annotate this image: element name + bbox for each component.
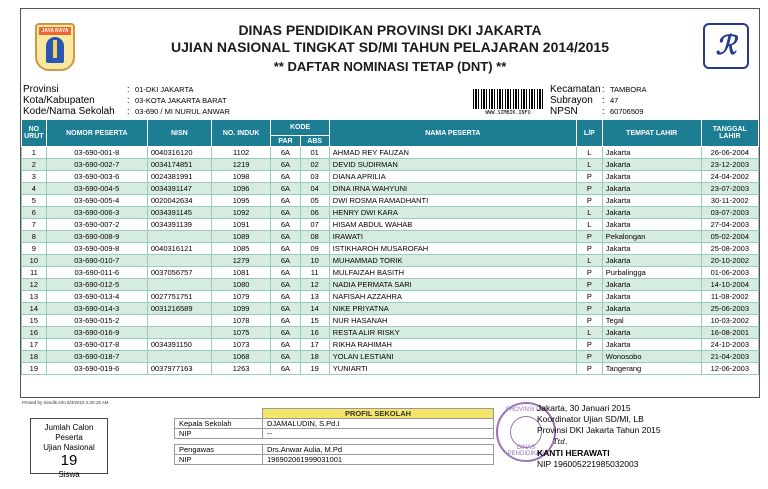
- info-npsn: NPSN : 60706509: [550, 106, 644, 117]
- cell-tanggal-lahir: 23-07-2003: [701, 183, 758, 195]
- table-row: [22, 243, 759, 255]
- cell-nama-peserta: DINA IRNA WAHYUNI: [329, 183, 576, 195]
- cell-tempat-lahir: Jakarta: [602, 279, 701, 291]
- cell-par: 6A: [271, 183, 300, 195]
- cell-tanggal-lahir: 24-10-2003: [701, 339, 758, 351]
- right-logo: ℛ: [703, 23, 749, 69]
- cell-lp: P: [576, 243, 602, 255]
- cell-no-urut: 19: [22, 363, 47, 375]
- kepala-label: Kepala Sekolah: [175, 419, 263, 429]
- header-abs: ABS: [300, 136, 329, 147]
- cell-nomor-peserta: 03-690-010-7: [46, 255, 147, 267]
- signed-mark: Ttd.: [553, 438, 568, 446]
- cell-lp: L: [576, 219, 602, 231]
- cell-no-urut: 7: [22, 219, 47, 231]
- cell-tempat-lahir: Jakarta: [602, 303, 701, 315]
- cell-no-induk: 1099: [211, 303, 271, 315]
- info-subrayon: Subrayon : 47: [550, 95, 619, 106]
- table-row: [22, 219, 759, 231]
- table-row: [22, 327, 759, 339]
- cell-no-induk: 1263: [211, 363, 271, 375]
- cell-abs: 18: [300, 351, 329, 363]
- cell-nama-peserta: MUHAMMAD TORIK: [329, 255, 576, 267]
- cell-no-urut: 10: [22, 255, 47, 267]
- nominee-table: [21, 119, 759, 375]
- cell-nomor-peserta: 03-690-018-7: [46, 351, 147, 363]
- official-stamp: PROVINSI DKI DINAS PENDIDIKAN: [496, 402, 556, 462]
- header-institution: DINAS PENDIDIKAN PROVINSI DKI JAKARTA: [238, 22, 542, 38]
- cell-abs: 01: [300, 147, 329, 159]
- cell-nisn: [147, 351, 211, 363]
- cell-nomor-peserta: 03-690-002-7: [46, 159, 147, 171]
- header-kode: KODE: [271, 120, 329, 136]
- cell-nomor-peserta: 03-690-015-2: [46, 315, 147, 327]
- cell-lp: L: [576, 159, 602, 171]
- cell-nomor-peserta: 03-690-008-9: [46, 231, 147, 243]
- barcode: [473, 89, 543, 119]
- cell-no-induk: 1091: [211, 219, 271, 231]
- cell-par: 6A: [271, 327, 300, 339]
- cell-abs: 05: [300, 195, 329, 207]
- table-row: [22, 267, 759, 279]
- profile-title: PROFIL SEKOLAH: [263, 409, 494, 419]
- cell-no-induk: 1279: [211, 255, 271, 267]
- info-kecamatan: Kecamatan : TAMBORA: [550, 84, 647, 95]
- cell-par: 6A: [271, 207, 300, 219]
- info-provinsi: Provinsi : 01-DKI JAKARTA: [23, 84, 194, 95]
- cell-abs: 16: [300, 327, 329, 339]
- cell-no-urut: 15: [22, 315, 47, 327]
- cell-no-induk: 1073: [211, 339, 271, 351]
- table-row: [22, 231, 759, 243]
- cell-no-urut: 17: [22, 339, 47, 351]
- cell-nama-peserta: DEVID SUDIRMAN: [329, 159, 576, 171]
- cell-par: 6A: [271, 291, 300, 303]
- cell-no-induk: 1095: [211, 195, 271, 207]
- cell-tanggal-lahir: 30-11-2002: [701, 195, 758, 207]
- cell-nomor-peserta: 03-690-019-6: [46, 363, 147, 375]
- cell-nisn: 0027751751: [147, 291, 211, 303]
- cell-nomor-peserta: 03-690-003-6: [46, 171, 147, 183]
- cell-par: 6A: [271, 279, 300, 291]
- cell-par: 6A: [271, 339, 300, 351]
- cell-abs: 07: [300, 219, 329, 231]
- cell-abs: 02: [300, 159, 329, 171]
- cell-nisn: 0037056757: [147, 267, 211, 279]
- signature-block: [537, 403, 661, 470]
- cell-tempat-lahir: Jakarta: [602, 159, 701, 171]
- cell-abs: 12: [300, 279, 329, 291]
- cell-nisn: 0040316120: [147, 147, 211, 159]
- cell-tempat-lahir: Jakarta: [602, 147, 701, 159]
- cell-nomor-peserta: 03-690-005-4: [46, 195, 147, 207]
- header-tempat-lahir: TEMPAT LAHIR: [602, 120, 701, 147]
- cell-no-urut: 1: [22, 147, 47, 159]
- cell-abs: 10: [300, 255, 329, 267]
- count-label-1: Jumlah Calon Peserta: [44, 423, 94, 442]
- cell-no-induk: 1079: [211, 291, 271, 303]
- cell-nisn: 0034391145: [147, 207, 211, 219]
- cell-nama-peserta: NADIA PERMATA SARI: [329, 279, 576, 291]
- candidate-count: 19: [60, 452, 78, 469]
- header-no-urut: NO URUT: [22, 120, 47, 147]
- nip2-value: 196902061999031001: [263, 455, 494, 465]
- cell-tempat-lahir: Jakarta: [602, 291, 701, 303]
- cell-lp: P: [576, 339, 602, 351]
- signer-nip: NIP 196005221985032003: [537, 459, 639, 469]
- header-nisn: NISN: [147, 120, 211, 147]
- cell-par: 6A: [271, 303, 300, 315]
- cell-nisn: [147, 231, 211, 243]
- cell-abs: 14: [300, 303, 329, 315]
- cell-par: 6A: [271, 267, 300, 279]
- cell-tempat-lahir: Jakarta: [602, 183, 701, 195]
- cell-lp: P: [576, 231, 602, 243]
- signer-role-2: Provinsi DKI Jakarta Tahun 2015: [537, 425, 661, 435]
- cell-tanggal-lahir: 27-04-2003: [701, 219, 758, 231]
- cell-abs: 17: [300, 339, 329, 351]
- cell-nisn: 0040316121: [147, 243, 211, 255]
- cell-lp: P: [576, 291, 602, 303]
- header-tanggal-lahir: TANGGAL LAHIR: [701, 120, 758, 147]
- cell-nama-peserta: NIKE PRIYATNA: [329, 303, 576, 315]
- school-profile-table: [174, 408, 494, 465]
- cell-lp: P: [576, 183, 602, 195]
- cell-no-induk: 1075: [211, 327, 271, 339]
- kepala-value: DJAMALUDIN, S.Pd.I: [263, 419, 494, 429]
- cell-lp: L: [576, 255, 602, 267]
- cell-abs: 08: [300, 231, 329, 243]
- header-lp: L/P: [576, 120, 602, 147]
- cell-tanggal-lahir: 25-06-2003: [701, 303, 758, 315]
- table-row: [22, 207, 759, 219]
- printed-note: Printed by Simdik.Info 5/3/2015 2:20:18 AM: [22, 400, 109, 405]
- cell-nisn: 0034391139: [147, 219, 211, 231]
- cell-tempat-lahir: Jakarta: [602, 219, 701, 231]
- table-row: [22, 171, 759, 183]
- barcode-caption: WWW.SIMBIK.INFO: [485, 110, 531, 116]
- cell-lp: P: [576, 279, 602, 291]
- cell-no-urut: 11: [22, 267, 47, 279]
- pengawas-label: Pengawas: [175, 445, 263, 455]
- cell-no-urut: 18: [22, 351, 47, 363]
- count-label-2: Ujian Nasional: [43, 443, 95, 452]
- nip2-label: NIP: [175, 455, 263, 465]
- cell-tanggal-lahir: 23-12-2003: [701, 159, 758, 171]
- cell-tanggal-lahir: 16-08-2001: [701, 327, 758, 339]
- place-date: Jakarta, 30 Januari 2015: [537, 403, 631, 413]
- table-row: [22, 303, 759, 315]
- cell-tempat-lahir: Jakarta: [602, 255, 701, 267]
- emblem-banner: JAYA RAYA: [39, 27, 71, 35]
- table-row: [22, 363, 759, 375]
- document-sheet: [20, 8, 760, 398]
- cell-no-induk: 1068: [211, 351, 271, 363]
- cell-tempat-lahir: Pekalongan: [602, 231, 701, 243]
- nip1-label: NIP: [175, 429, 263, 439]
- cell-no-urut: 5: [22, 195, 47, 207]
- cell-abs: 04: [300, 183, 329, 195]
- cell-no-urut: 3: [22, 171, 47, 183]
- cell-lp: L: [576, 327, 602, 339]
- cell-tempat-lahir: Jakarta: [602, 243, 701, 255]
- cell-tanggal-lahir: 26-06-2004: [701, 147, 758, 159]
- cell-tempat-lahir: Tegal: [602, 315, 701, 327]
- cell-lp: L: [576, 207, 602, 219]
- cell-tanggal-lahir: 11-08-2002: [701, 291, 758, 303]
- cell-abs: 11: [300, 267, 329, 279]
- cell-tempat-lahir: Purbalingga: [602, 267, 701, 279]
- cell-lp: P: [576, 171, 602, 183]
- cell-no-induk: 1098: [211, 171, 271, 183]
- cell-nomor-peserta: 03-690-006-3: [46, 207, 147, 219]
- cell-nama-peserta: YUNIARTI: [329, 363, 576, 375]
- cell-no-induk: 1092: [211, 207, 271, 219]
- cell-nomor-peserta: 03-690-001-8: [46, 147, 147, 159]
- cell-nama-peserta: MULFAIZAH BASITH: [329, 267, 576, 279]
- cell-lp: P: [576, 351, 602, 363]
- cell-no-urut: 14: [22, 303, 47, 315]
- cell-tempat-lahir: Tangerang: [602, 363, 701, 375]
- header-no-induk: NO. INDUK: [211, 120, 271, 147]
- cell-no-induk: 1089: [211, 231, 271, 243]
- cell-nama-peserta: ISTIKHAROH MUSAROFAH: [329, 243, 576, 255]
- school-info-right: [550, 84, 647, 117]
- cell-par: 6A: [271, 231, 300, 243]
- cell-nisn: 0034391147: [147, 183, 211, 195]
- cell-abs: 03: [300, 171, 329, 183]
- cell-lp: P: [576, 315, 602, 327]
- cell-tanggal-lahir: 01-06-2003: [701, 267, 758, 279]
- cell-par: 6A: [271, 171, 300, 183]
- cell-nama-peserta: RIKHA RAHIMAH: [329, 339, 576, 351]
- cell-nomor-peserta: 03-690-009-8: [46, 243, 147, 255]
- cell-nisn: [147, 255, 211, 267]
- cell-tempat-lahir: Jakarta: [602, 327, 701, 339]
- cell-nisn: 0034391150: [147, 339, 211, 351]
- barcode-bars: [473, 89, 543, 109]
- cell-no-urut: 6: [22, 207, 47, 219]
- nip1-value: --: [263, 429, 494, 439]
- cell-nomor-peserta: 03-690-004-5: [46, 183, 147, 195]
- cell-nisn: 0031216589: [147, 303, 211, 315]
- cell-nisn: [147, 327, 211, 339]
- cell-par: 6A: [271, 315, 300, 327]
- cell-nama-peserta: NUR HASANAH: [329, 315, 576, 327]
- cell-lp: P: [576, 267, 602, 279]
- cell-no-induk: 1096: [211, 183, 271, 195]
- count-unit: Siswa: [58, 470, 80, 479]
- cell-tanggal-lahir: 14-10-2004: [701, 279, 758, 291]
- cell-tanggal-lahir: 12-06-2003: [701, 363, 758, 375]
- cell-tempat-lahir: Jakarta: [602, 339, 701, 351]
- cell-nama-peserta: DWI ROSMA RAMADHANTI: [329, 195, 576, 207]
- table-row: [22, 255, 759, 267]
- cell-tanggal-lahir: 24-04-2002: [701, 171, 758, 183]
- header-par: PAR: [271, 136, 300, 147]
- table-row: [22, 183, 759, 195]
- cell-tanggal-lahir: 03-07-2003: [701, 207, 758, 219]
- cell-tempat-lahir: Jakarta: [602, 171, 701, 183]
- cell-nama-peserta: DIANA APRILIA: [329, 171, 576, 183]
- cell-nisn: 0024381991: [147, 171, 211, 183]
- cell-nama-peserta: IRAWATI: [329, 231, 576, 243]
- cell-par: 6A: [271, 363, 300, 375]
- cell-par: 6A: [271, 159, 300, 171]
- cell-lp: L: [576, 147, 602, 159]
- cell-no-urut: 2: [22, 159, 47, 171]
- cell-no-urut: 4: [22, 183, 47, 195]
- cell-tempat-lahir: Jakarta: [602, 207, 701, 219]
- cell-nama-peserta: YOLAN LESTIANI: [329, 351, 576, 363]
- cell-no-induk: 1102: [211, 147, 271, 159]
- cell-abs: 06: [300, 207, 329, 219]
- cell-nisn: 0020042634: [147, 195, 211, 207]
- cell-nomor-peserta: 03-690-017-8: [46, 339, 147, 351]
- cell-nomor-peserta: 03-690-007-2: [46, 219, 147, 231]
- table-row: [22, 315, 759, 327]
- cell-abs: 09: [300, 243, 329, 255]
- cell-no-urut: 8: [22, 231, 47, 243]
- cell-nama-peserta: NAFISAH AZZAHRA: [329, 291, 576, 303]
- document-title: ** DAFTAR NOMINASI TETAP (DNT) **: [273, 59, 507, 74]
- table-row: [22, 351, 759, 363]
- cell-par: 6A: [271, 255, 300, 267]
- cell-nisn: [147, 279, 211, 291]
- cell-no-induk: 1085: [211, 243, 271, 255]
- cell-nomor-peserta: 03-690-014-3: [46, 303, 147, 315]
- cell-tempat-lahir: Wonosobo: [602, 351, 701, 363]
- cell-tempat-lahir: Jakarta: [602, 195, 701, 207]
- signer-role-1: Koordinator Ujian SD/MI, LB: [537, 414, 644, 424]
- table-row: [22, 279, 759, 291]
- cell-par: 6A: [271, 351, 300, 363]
- table-row: [22, 195, 759, 207]
- cell-lp: P: [576, 363, 602, 375]
- cell-par: 6A: [271, 147, 300, 159]
- cell-abs: 19: [300, 363, 329, 375]
- cell-par: 6A: [271, 243, 300, 255]
- cell-no-urut: 12: [22, 279, 47, 291]
- cell-nama-peserta: HENRY DWI KARA: [329, 207, 576, 219]
- cell-no-induk: 1078: [211, 315, 271, 327]
- cell-no-urut: 9: [22, 243, 47, 255]
- candidate-count-box: [30, 418, 108, 479]
- table-row: [22, 159, 759, 171]
- info-kota: Kota/Kabupaten : 03-KOTA JAKARTA BARAT: [23, 95, 227, 106]
- cell-no-urut: 13: [22, 291, 47, 303]
- cell-nomor-peserta: 03-690-013-4: [46, 291, 147, 303]
- school-info-left: [23, 84, 230, 117]
- cell-tanggal-lahir: 20-10-2002: [701, 255, 758, 267]
- cell-no-induk: 1219: [211, 159, 271, 171]
- cell-nama-peserta: AHMAD REY FAUZAN: [329, 147, 576, 159]
- cell-nama-peserta: RESTA ALIR RISKY: [329, 327, 576, 339]
- cell-nomor-peserta: 03-690-011-6: [46, 267, 147, 279]
- table-row: [22, 339, 759, 351]
- cell-nisn: [147, 315, 211, 327]
- cell-no-urut: 16: [22, 327, 47, 339]
- header-nama-peserta: NAMA PESERTA: [329, 120, 576, 147]
- cell-par: 6A: [271, 219, 300, 231]
- cell-par: 6A: [271, 195, 300, 207]
- header-nomor-peserta: NOMOR PESERTA: [46, 120, 147, 147]
- cell-no-induk: 1080: [211, 279, 271, 291]
- cell-abs: 15: [300, 315, 329, 327]
- cell-nomor-peserta: 03-690-016-9: [46, 327, 147, 339]
- cell-no-induk: 1081: [211, 267, 271, 279]
- cell-tanggal-lahir: 10-03-2002: [701, 315, 758, 327]
- info-sekolah: Kode/Nama Sekolah : 03-690 / MI NURUL ANWAR: [23, 106, 230, 117]
- cell-nisn: 0034174851: [147, 159, 211, 171]
- cell-nisn: 0037977163: [147, 363, 211, 375]
- cell-lp: P: [576, 303, 602, 315]
- header-exam-title: UJIAN NASIONAL TINGKAT SD/MI TAHUN PELAJARAN 2014/2015: [171, 39, 609, 55]
- cell-nama-peserta: HISAM ABDUL WAHAB: [329, 219, 576, 231]
- cell-tanggal-lahir: 25-08-2003: [701, 243, 758, 255]
- cell-abs: 13: [300, 291, 329, 303]
- cell-nomor-peserta: 03-690-012-5: [46, 279, 147, 291]
- cell-tanggal-lahir: 05-02-2004: [701, 231, 758, 243]
- signer-name: KANTI HERAWATI: [537, 448, 610, 458]
- pengawas-value: Drs.Anwar Aulia, M.Pd: [263, 445, 494, 455]
- cell-tanggal-lahir: 21-04-2003: [701, 351, 758, 363]
- table-row: [22, 291, 759, 303]
- table-row: [22, 147, 759, 159]
- cell-lp: P: [576, 195, 602, 207]
